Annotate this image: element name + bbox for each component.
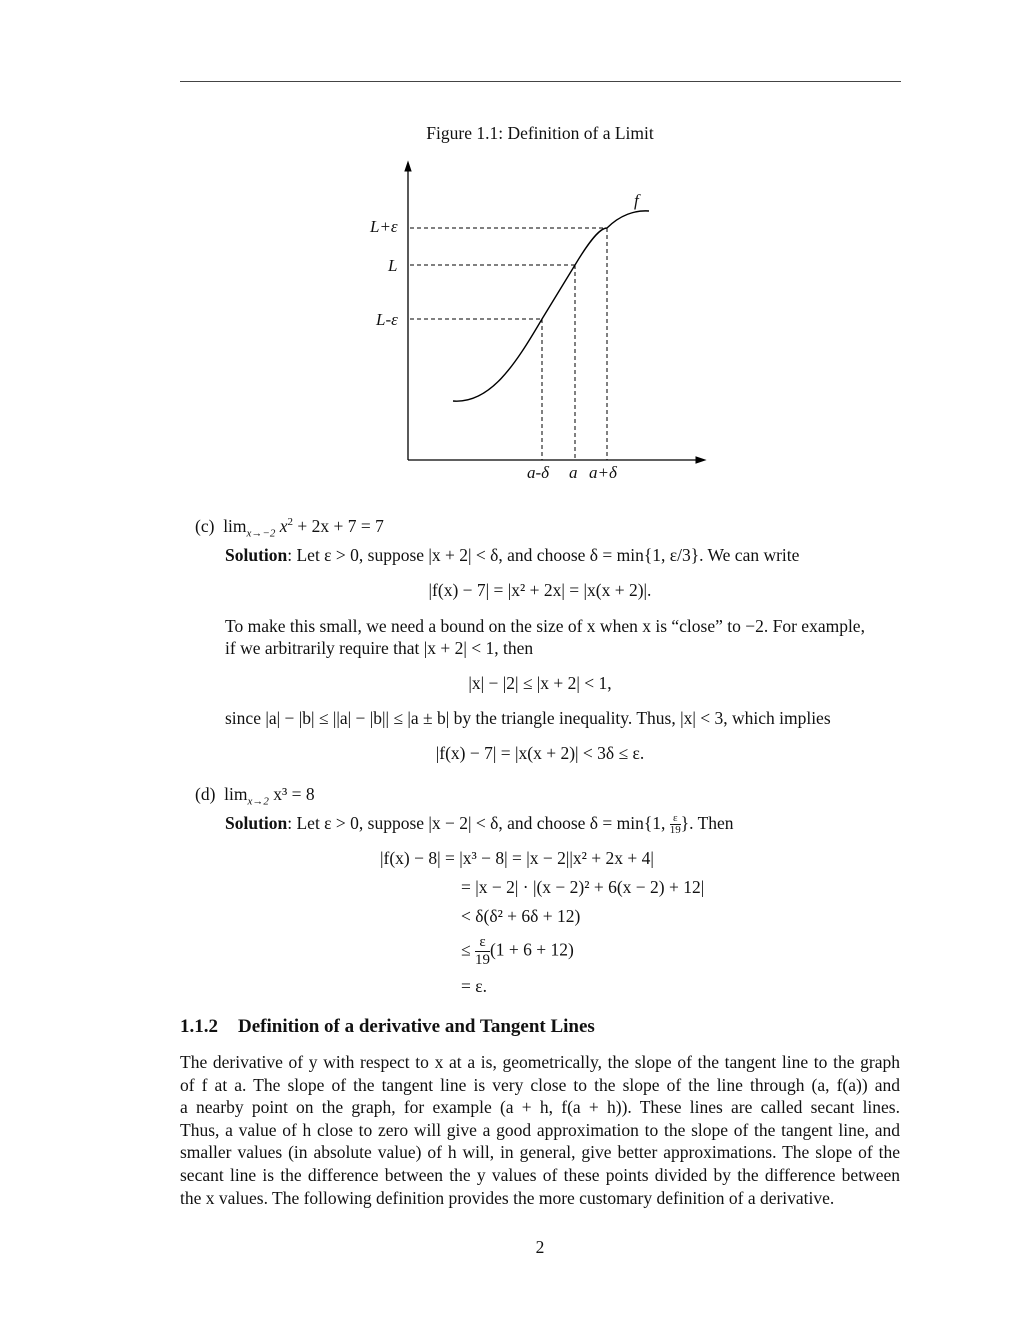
part-d-line3: < δ(δ² + 6δ + 12)	[461, 906, 581, 926]
part-d-solution	[225, 813, 734, 836]
page-number: 2	[535, 1237, 545, 1257]
part-c-heading	[195, 516, 384, 540]
paragraph-line: secant line is the difference between the y values of these points divided by the difference between	[180, 1165, 900, 1185]
label-f: f	[634, 191, 639, 210]
numerator: ε	[475, 934, 490, 952]
part-c-solution	[225, 545, 799, 566]
label-L-minus: L-ε	[376, 310, 398, 329]
paragraph-line: The derivative of y with respect to x at a is, geometrically, the slope of the tangent line to the graph	[180, 1052, 900, 1072]
paragraph-line: of f at a. The slope of the tangent line is very close to the slope of the line through (a, f(a)) and	[180, 1075, 900, 1095]
part-d-line5: = ε.	[461, 976, 487, 996]
solution-text: : Let ε > 0, suppose |x + 2| < δ, and choose δ = min{1, ε/3}. We can write	[287, 545, 800, 565]
denominator: 19	[669, 824, 681, 837]
expr-sup: 2	[287, 516, 293, 529]
paragraph-line: Thus, a value of h close to zero will give a good approximation to the slope of the tangent line, and	[180, 1120, 900, 1140]
part-d-line1: |f(x) − 8| = |x³ − 8| = |x − 2||x² + 2x + 4|	[380, 848, 654, 868]
part-c-p3: since |a| − |b| ≤ ||a| − |b|| ≤ |a ± b| by the triangle inequality. Thus, |x| < 3, which implies	[225, 708, 831, 728]
expr: x³ = 8	[273, 784, 315, 804]
item-label: (d)	[195, 784, 216, 804]
numerator: ε	[670, 813, 681, 825]
function-curve	[453, 211, 649, 401]
label-L-plus: L+ε	[370, 217, 398, 236]
rest: (1 + 6 + 12)	[489, 939, 574, 960]
lim: lim	[223, 516, 247, 536]
solution-end: }. Then	[680, 813, 734, 833]
denominator: 19	[474, 952, 490, 968]
lim: lim	[224, 784, 248, 804]
label-a-minus: a-δ	[527, 463, 550, 482]
paragraph-line: the x values. The following definition provides the more customary definition of a derivative.	[180, 1188, 835, 1208]
part-c-eq1: |f(x) − 7| = |x² + 2x| = |x(x + 2)|.	[428, 580, 652, 600]
lim-sub: x→2	[247, 795, 269, 808]
part-c-p2: if we arbitrarily require that |x + 2| < 1, then	[225, 638, 534, 658]
label-a: a	[569, 463, 578, 482]
part-d-line4	[461, 934, 574, 969]
solution-label: Solution	[225, 545, 288, 565]
part-c-eq3: |f(x) − 7| = |x(x + 2)| < 3δ ≤ ε.	[435, 743, 645, 763]
limit-figure	[0, 0, 1020, 500]
x-axis-arrow	[696, 457, 705, 463]
y-axis-arrow	[405, 162, 411, 171]
fraction	[475, 934, 490, 969]
part-d-line2: = |x − 2| · |(x − 2)² + 6(x − 2) + 12|	[461, 877, 705, 897]
part-c-eq2: |x| − |2| ≤ |x + 2| < 1,	[468, 673, 612, 693]
label-a-plus: a+δ	[589, 463, 617, 482]
solution-text: : Let ε > 0, suppose |x − 2| < δ, and choose δ = min{1,	[287, 813, 670, 833]
part-c-p1: To make this small, we need a bound on the size of x when x is “close” to −2. For example,	[225, 616, 865, 636]
label-L: L	[388, 256, 398, 275]
paragraph-line: smaller values (in absolute value) of h will, in general, give better approximations. The slope of the	[180, 1142, 900, 1162]
section-title: Definition of a derivative and Tangent Lines	[238, 1016, 595, 1037]
section-number: 1.1.2	[180, 1016, 218, 1037]
expr-var: x	[279, 516, 288, 536]
paragraph-line: a nearby point on the graph, for example (a + h, f(a + h)). These lines are called secant lines.	[180, 1097, 900, 1117]
figure-caption: Figure 1.1: Definition of a Limit	[426, 123, 654, 143]
fraction	[670, 813, 681, 836]
item-label: (c)	[195, 516, 215, 536]
lim-sub: x→−2	[246, 527, 276, 540]
solution-label: Solution	[225, 813, 288, 833]
section-heading	[180, 1016, 595, 1038]
expr-rest: + 2x + 7 = 7	[293, 516, 384, 536]
part-d-heading	[195, 784, 315, 808]
leq: ≤	[461, 939, 475, 960]
